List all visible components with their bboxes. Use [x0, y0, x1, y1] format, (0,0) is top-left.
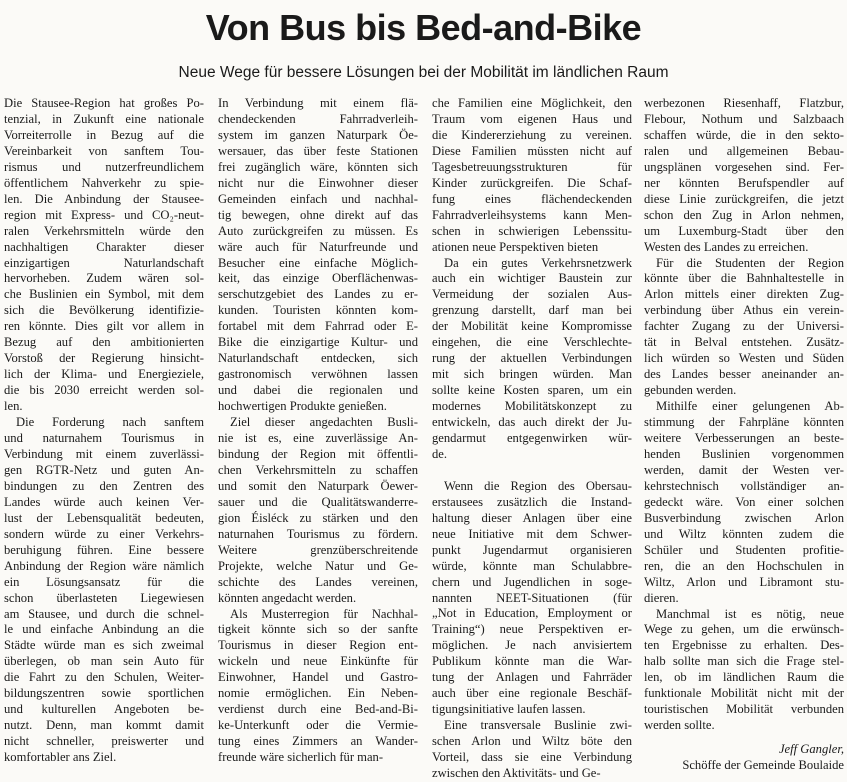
text-line: Landes würde auch keinen Ver-	[4, 494, 204, 509]
text-line: modernes Mobilitätskonzept zu	[432, 399, 632, 414]
text-line: chern und Jugendlichen in soge-	[432, 574, 632, 589]
text-line: komfortabler ans Ziel.	[4, 750, 117, 765]
text-line: die bis 2030 erreicht werden sol-	[4, 383, 204, 398]
text-line: ner könnten Berufspendler auf	[644, 175, 844, 190]
text-line: tenzial, in Zukunft eine nationale	[4, 111, 204, 126]
text-line: punkt Jugendarmut organisieren	[432, 542, 632, 557]
text-line: rung der aktuellen Verbindungen	[432, 351, 632, 366]
text-line: Manchmal ist es nötig, neue	[656, 606, 844, 621]
text-line: fung eines flächendeckenden	[432, 191, 632, 206]
text-line: um Luxemburg-Stadt über den	[644, 223, 844, 238]
text-line: ke-Unterkunft oder die Vermie-	[218, 718, 418, 733]
text-line: und somit den Naturpark Öewer-	[218, 478, 418, 493]
text-line: neue Initiative mit dem Schwer-	[432, 526, 632, 541]
text-line: Besucher eine einfache Möglich-	[218, 255, 418, 270]
text-line: system im ganzen Naturpark Öe-	[218, 127, 418, 142]
text-line: ten Ergebnisse zu erhalten. Des-	[644, 638, 844, 653]
text-line: Busverbindung zwischen Arlon	[644, 510, 844, 525]
text-line: wickeln und neue Einkünfte für	[218, 654, 418, 669]
text-column-1	[4, 96, 204, 766]
text-line: touristischen Mobilität verbunden	[644, 702, 844, 717]
text-line: Publikum könnte man die War-	[432, 654, 632, 669]
text-line: Mithilfe einer gelungenen Ab-	[656, 399, 844, 414]
text-line: Vermeidung der sozialen Aus-	[432, 287, 632, 302]
text-line: tigkeit könnte sich so der sanfte	[218, 622, 418, 637]
text-line: stimmung der Fahrpläne könnten	[644, 415, 844, 430]
text-line: dieren.	[644, 590, 679, 605]
text-line: Einwohner, Handel und Gastro-	[218, 670, 418, 685]
text-line: schon überlasteten Liegewiesen	[4, 590, 204, 605]
text-line: Für die Studenten der Region	[656, 255, 844, 270]
text-line: schichte des Landes vereinen,	[218, 574, 418, 589]
text-line: Auto zurückgreifen zu müssen. Es	[218, 223, 418, 238]
text-line: freunde wäre sicherlich für man-	[218, 750, 384, 765]
text-line: kehrstechnisch vollständiger an-	[644, 478, 844, 493]
text-line: Ziel dieser angedachten Busli-	[230, 415, 418, 430]
text-line: hervorheben. Zudem wären sol-	[4, 271, 204, 286]
text-line: Städte würde man es sich zweimal	[4, 638, 204, 653]
text-line: beruhigung führen. Eine bessere	[4, 542, 204, 557]
text-line: mit sich bringen würden. Man	[432, 367, 632, 382]
text-line: lust der Lebensqualität bedeuten,	[4, 510, 204, 525]
text-line: Projekte, welche Natur und Ge-	[218, 558, 418, 573]
text-line: che Buslinien ein Symbol, mit dem	[4, 287, 204, 302]
text-line: Wege zu gehen, um die erwünsch-	[644, 622, 844, 637]
text-line: Training“) neue Perspektiven er-	[432, 622, 632, 637]
text-line: tung der Anlagen und Fahrräder	[432, 670, 632, 685]
text-line: Tourismus in dieser Region ent-	[218, 638, 418, 653]
text-line: nicht schneller, preiswerter und	[4, 734, 204, 749]
text-line: chen Verkehrsmitteln zu schaffen	[218, 462, 418, 477]
text-line: gebunden werden.	[644, 383, 737, 398]
text-line: len.	[4, 399, 23, 414]
text-line: grenzung darstellt, darf man bei	[432, 303, 632, 318]
text-line: tät in Belval entstehen. Zusätz-	[644, 335, 844, 350]
text-line: sich die Bevölkerung identifizie-	[4, 303, 204, 318]
text-line: nannten NEET-Situationen (für	[432, 590, 632, 605]
text-line: Vorteil, dass sie eine Verbindung	[432, 750, 632, 765]
text-line: hochwertigen Produkte genießen.	[218, 399, 387, 414]
text-line: le und einfache Anbindung an die	[4, 622, 204, 637]
text-line: auch über eine regionale Beschäf-	[432, 686, 632, 701]
text-line: schaffen würde, die in den sekto-	[644, 127, 844, 142]
text-line: tigungsinitiative laufen lassen.	[432, 702, 586, 717]
text-line: und naturnahem Tourismus in	[4, 431, 204, 446]
text-line: de.	[432, 446, 448, 461]
text-line: Da ein gutes Verkehrsnetzwerk	[444, 255, 632, 270]
text-line: einzigartigen Naturlandschaft	[4, 255, 204, 270]
text-line: ralen Verkehrsmitteln würde den	[4, 223, 204, 238]
text-line: ren, die an den Hochschulen in	[644, 558, 844, 573]
text-line: che Familien eine Möglichkeit, den	[432, 96, 632, 110]
text-line: Die Forderung nach sanftem	[16, 415, 204, 430]
text-line: werden, damit der Westen ver-	[644, 462, 844, 477]
text-line: der Mobilität keine Kompromisse	[432, 319, 632, 334]
article-subheadline: Neue Wege für bessere Lösungen bei der Mobilität im ländlichen Raum	[178, 64, 669, 81]
text-line: Fahrradverleihsystems kann Men-	[432, 207, 632, 222]
text-line: und kulturellen Angeboten be-	[4, 702, 204, 717]
text-line: gendarmut entgegenwirken wür-	[432, 431, 632, 446]
text-line: erstausees zusätzlich die Instand-	[432, 494, 632, 509]
text-line: len, ob im ländlichen Raum die	[644, 670, 844, 685]
text-line: würde, könnte man Schulabbre-	[432, 558, 632, 573]
text-line: tung eines Zimmers an Wander-	[218, 734, 418, 749]
text-line: sondern würde zu einer Verkehrs-	[4, 526, 204, 541]
text-line: Eine transversale Buslinie zwi-	[444, 718, 632, 733]
text-line: ationen neue Perspektiven bieten	[432, 239, 599, 254]
text-line: sollte keine Kosten sparen, um ein	[432, 383, 632, 398]
text-line: öffentlichem Nahverkehr zu spie-	[4, 175, 204, 190]
text-line: halb sollte man sich die Frage stel-	[644, 654, 844, 669]
text-line: Diese Familien müssten nicht auf	[432, 143, 632, 158]
text-line: werden sollte.	[644, 718, 715, 733]
text-line: Weitere grenzüberschreitende	[218, 542, 418, 557]
text-line: tig bewegen, ohne direkt auf das	[218, 207, 418, 222]
text-line: gen RGTR-Netz und guten An-	[4, 462, 204, 477]
text-line: Als Musterregion für Nachhal-	[230, 606, 418, 621]
text-line: In Verbindung mit einem flä-	[218, 96, 418, 110]
text-line: überlegen, ob man sein Auto für	[4, 654, 204, 669]
text-line: nachhaltigen Charakter dieser	[4, 239, 204, 254]
text-line: ein Lösungsansatz für die	[4, 574, 204, 589]
text-line: gedeckt wäre. Von einer solchen	[644, 494, 844, 509]
text-line: lich würden so Westen und Süden	[644, 351, 844, 366]
text-line: wäre auch für Naturfreunde und	[218, 239, 418, 254]
text-line: Wiltz, Arlon und Libramont stu-	[644, 574, 844, 589]
text-line: am Stausee, und durch die schnel-	[4, 606, 204, 621]
text-line: bindung der Region mit öffentli-	[218, 446, 418, 461]
article-body	[4, 96, 844, 781]
text-line: lich der Klima- und Energieziele,	[4, 367, 204, 382]
text-line: Flebour, Nothum und Salzbaach	[644, 111, 844, 126]
text-line: die Fahrt zu den Schulen, Weiter-	[4, 670, 204, 685]
text-line: Schüler und Studenten profitie-	[644, 542, 844, 557]
text-line: nutzt. Denn, man kommt damit	[4, 718, 204, 733]
text-line: Bezug auf den ambitionierten	[4, 335, 204, 350]
author-title: Schöffe der Gemeinde Boulaide	[682, 758, 844, 773]
text-line: fachter Zugang zu der Universi-	[644, 319, 844, 334]
text-line: nicht nur die Einwohner dieser	[218, 175, 418, 190]
text-line: „Not in Education, Employment or	[432, 606, 632, 621]
text-line: bindungen zu den Zentren des	[4, 478, 204, 493]
text-line: Wenn die Region des Obersau-	[444, 478, 632, 493]
text-line: Vereinbarkeit von sanftem Tou-	[4, 143, 204, 158]
text-line: werbezonen Riesenhaff, Flatzbur,	[644, 96, 844, 110]
text-line: naturnahen Tourismus zu fördern.	[218, 526, 418, 541]
text-line: könnte über die Bahnhaltestelle in	[644, 271, 844, 286]
text-line: nie ist es, eine zuverlässige An-	[218, 431, 418, 446]
text-line: weitere Verbesserungen an beste-	[644, 431, 844, 446]
text-line: schon den Zug in Arlon nehmen,	[644, 207, 844, 222]
text-line: nomie ermöglichen. Ein Neben-	[218, 686, 418, 701]
text-line: funktionale Mobilität nicht mit der	[644, 686, 844, 701]
text-line: len. Die Anbindung der Stausee-	[4, 191, 204, 206]
text-column-4	[644, 96, 844, 774]
text-line: Arlon mittels einer direkten Zug-	[644, 287, 844, 302]
text-line: region mit Express- und CO₂-neut-	[4, 207, 204, 222]
text-line: Vorreiterrolle in Bezug auf die	[4, 127, 204, 142]
text-line: Verbindung mit einem zuverlässi-	[4, 446, 204, 461]
text-line: könnten angedacht werden.	[218, 590, 357, 605]
text-line: Naturlandschaft entdecken, sich	[218, 351, 418, 366]
text-line: Westen des Landes zu erreichen.	[644, 239, 809, 254]
text-line: möglichen. Je nach anvisiertem	[432, 638, 632, 653]
text-line: eingehen, die eine Verschlechte-	[432, 335, 632, 350]
text-line: Kinder zurückgreifen. Die Schaf-	[432, 175, 632, 190]
text-line: verdienst durch eine Bed-and-Bi-	[218, 702, 418, 717]
text-line: Bike die einzigartige Kultur- und	[218, 335, 418, 350]
text-line: rismus und nutzerfreundlichem	[4, 159, 204, 174]
text-line: auch ein wichtiger Baustein zur	[432, 271, 632, 286]
text-line: und Wiltz könnten zudem die	[644, 526, 844, 541]
text-line: keit, das einzige Oberflächenwas-	[218, 271, 418, 286]
text-line: und dabei die regionalen und	[218, 383, 418, 398]
text-line: chendeckenden Fahrradverleih-	[218, 111, 418, 126]
text-line	[432, 463, 632, 479]
text-column-3	[432, 96, 632, 782]
text-line: ralen und allgemeinen Bebau-	[644, 143, 844, 158]
text-line: bildungszentren sowie sportlichen	[4, 686, 204, 701]
article-headline: Von Bus bis Bed-and-Bike	[205, 7, 642, 48]
text-line: Traum vom eigenen Haus und	[432, 111, 632, 126]
text-line: des Landes besser aneinander an-	[644, 367, 844, 382]
text-line: frei zugänglich wäre, könnten sich	[218, 159, 418, 174]
text-line: henden Buslinien vorgenommen	[644, 446, 844, 461]
text-line: gastronomisch verwöhnen lassen	[218, 367, 418, 382]
text-line: ungsplänen vorgesehen sind. Fer-	[644, 159, 844, 174]
text-line: die Kindererziehung zu vereinen.	[432, 127, 632, 142]
text-line: fortabel mit dem Fahrrad oder E-	[218, 319, 418, 334]
text-line: Tagesbetreuungsstrukturen für	[432, 159, 632, 174]
text-line: serschutzgebiet des Landes zu er-	[218, 287, 418, 302]
text-line: wersauer, das über feste Stationen	[218, 143, 418, 158]
text-line: sauer und die Qualitätswanderre-	[218, 494, 418, 509]
author-name: Jeff Gangler,	[778, 742, 844, 757]
text-line: diese Linie zurückgreifen, die jetzt	[644, 191, 844, 206]
text-line: Anbindung der Region wäre nämlich	[4, 558, 204, 573]
text-line: ren könnte. Dies gilt vor allem in	[4, 319, 204, 334]
text-line: schen Arlon und Wiltz böte den	[432, 734, 632, 749]
text-line: zwischen den Aktivitäts- und Ge-	[432, 766, 601, 781]
text-line: schen in schwierigen Lebenssitu-	[432, 223, 632, 238]
text-line: haltung dieser Anlagen über eine	[432, 510, 632, 525]
text-line: Gemeinden einfach und nachhal-	[218, 191, 418, 206]
text-column-2	[218, 96, 418, 766]
text-line: Die Stausee-Region hat großes Po-	[4, 96, 204, 110]
text-line: gion Éisléck zu stärken und den	[218, 510, 418, 525]
text-line: verbindung über Athus ein verein-	[644, 303, 844, 318]
text-line: kunden. Touristen könnten kom-	[218, 303, 418, 318]
text-line: Vorstoß der Regierung hinsicht-	[4, 351, 204, 366]
text-line: entwickeln, das auch direkt der Ju-	[432, 415, 632, 430]
